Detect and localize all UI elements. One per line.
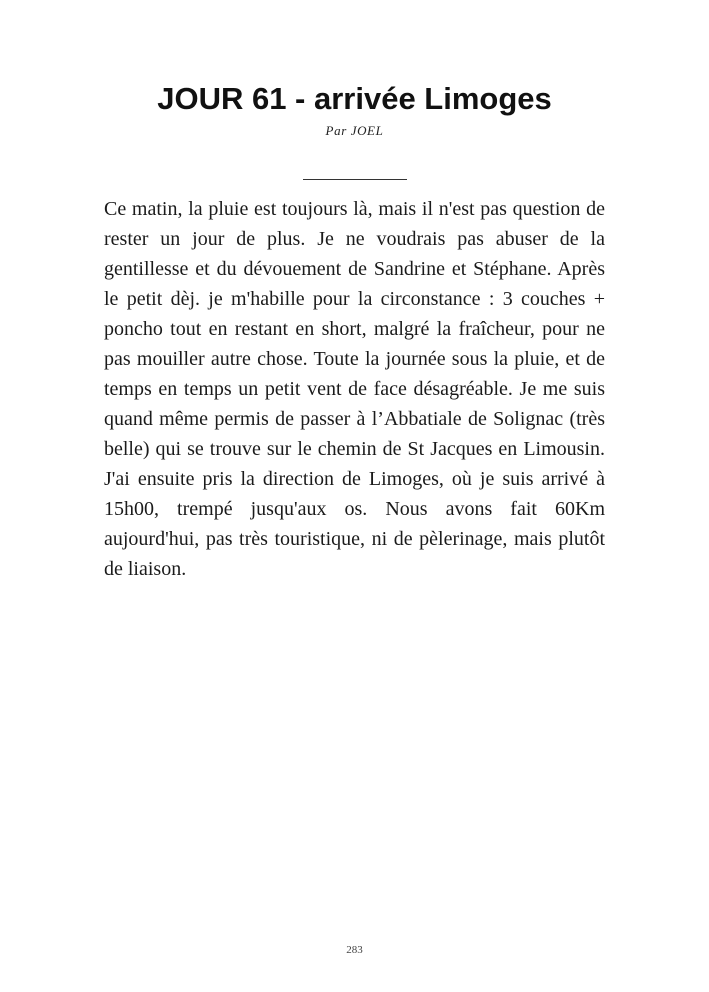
- article-body: Ce matin, la pluie est toujours là, mais il n'est pas question de rester un jour de plus. Je ne voudrais pas abuser de la gentillesse et du dévouement de Sandrine et Stéphane. Après le petit dèj. je m'habille pour la circonstance : 3 couches + poncho tout en restant en short, malgré la fraîcheur, pour ne pas mouiller autre chose. Toute la journée sous la pluie, et de temps en temps un petit vent de face désagréable. Je me suis quand même permis de passer à l’Abbatiale de Solignac (très belle) qui se trouve sur le chemin de St Jacques en Limousin. J'ai ensuite pris la direction de Limoges, où je suis arrivé à 15h00, trempé jusqu'aux os. Nous avons fait 60Km aujourd'hui, pas très touristique, ni de pèlerinage, mais plutôt de liaison.: [104, 198, 605, 581]
- page-title: JOUR 61 - arrivée Limoges: [157, 81, 552, 116]
- divider-rule: [303, 179, 407, 180]
- byline: Par JOEL: [325, 123, 384, 139]
- page-number: 283: [346, 944, 363, 956]
